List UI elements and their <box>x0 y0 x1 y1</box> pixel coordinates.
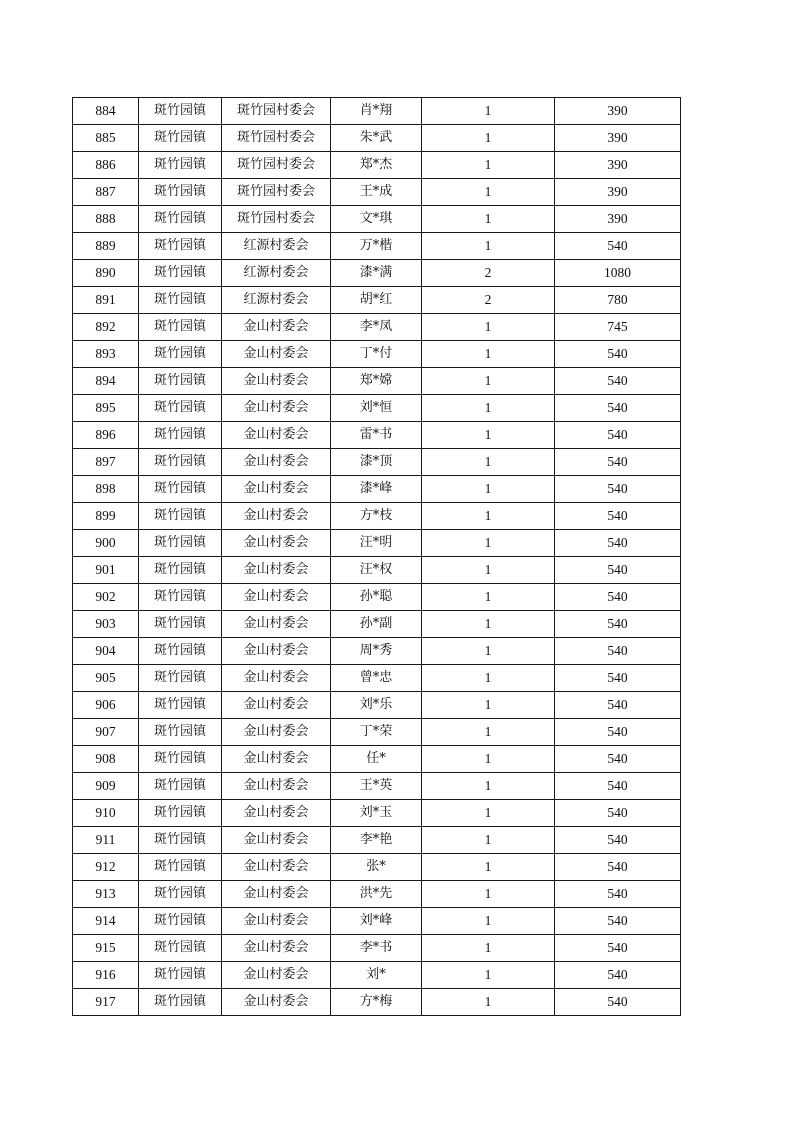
table-row <box>73 881 681 908</box>
row-number-cell: 895 <box>73 395 139 422</box>
table-row <box>73 98 681 125</box>
table-row <box>73 800 681 827</box>
amount-cell: 540 <box>555 908 681 935</box>
village-committee-cell: 金山村委会 <box>222 989 331 1016</box>
name-cell: 孙*副 <box>331 611 422 638</box>
row-number-cell: 889 <box>73 233 139 260</box>
count-cell: 1 <box>422 98 555 125</box>
town-cell: 斑竹园镇 <box>139 206 222 233</box>
town-cell: 斑竹园镇 <box>139 530 222 557</box>
amount-cell: 540 <box>555 368 681 395</box>
count-cell: 1 <box>422 773 555 800</box>
name-cell: 李*凤 <box>331 314 422 341</box>
name-cell: 周*秀 <box>331 638 422 665</box>
name-cell: 郑*嫦 <box>331 368 422 395</box>
name-cell: 万*楷 <box>331 233 422 260</box>
count-cell: 1 <box>422 611 555 638</box>
amount-cell: 540 <box>555 503 681 530</box>
row-number-cell: 888 <box>73 206 139 233</box>
town-cell: 斑竹园镇 <box>139 98 222 125</box>
town-cell: 斑竹园镇 <box>139 854 222 881</box>
village-committee-cell: 斑竹园村委会 <box>222 206 331 233</box>
row-number-cell: 891 <box>73 287 139 314</box>
table-row <box>73 638 681 665</box>
count-cell: 1 <box>422 557 555 584</box>
amount-cell: 540 <box>555 665 681 692</box>
table-row <box>73 962 681 989</box>
table-row <box>73 719 681 746</box>
name-cell: 洪*先 <box>331 881 422 908</box>
amount-cell: 540 <box>555 341 681 368</box>
name-cell: 漆*满 <box>331 260 422 287</box>
row-number-cell: 899 <box>73 503 139 530</box>
town-cell: 斑竹园镇 <box>139 665 222 692</box>
roster-table <box>72 97 681 1016</box>
village-committee-cell: 金山村委会 <box>222 395 331 422</box>
row-number-cell: 892 <box>73 314 139 341</box>
village-committee-cell: 金山村委会 <box>222 665 331 692</box>
count-cell: 1 <box>422 692 555 719</box>
row-number-cell: 915 <box>73 935 139 962</box>
town-cell: 斑竹园镇 <box>139 719 222 746</box>
village-committee-cell: 金山村委会 <box>222 422 331 449</box>
count-cell: 1 <box>422 314 555 341</box>
town-cell: 斑竹园镇 <box>139 557 222 584</box>
amount-cell: 390 <box>555 125 681 152</box>
count-cell: 1 <box>422 368 555 395</box>
village-committee-cell: 金山村委会 <box>222 611 331 638</box>
village-committee-cell: 金山村委会 <box>222 935 331 962</box>
name-cell: 张* <box>331 854 422 881</box>
row-number-cell: 917 <box>73 989 139 1016</box>
village-committee-cell: 红源村委会 <box>222 233 331 260</box>
town-cell: 斑竹园镇 <box>139 773 222 800</box>
village-committee-cell: 金山村委会 <box>222 827 331 854</box>
name-cell: 胡*红 <box>331 287 422 314</box>
table-row <box>73 908 681 935</box>
village-committee-cell: 金山村委会 <box>222 476 331 503</box>
row-number-cell: 910 <box>73 800 139 827</box>
table-row <box>73 206 681 233</box>
row-number-cell: 903 <box>73 611 139 638</box>
village-committee-cell: 金山村委会 <box>222 584 331 611</box>
name-cell: 刘*乐 <box>331 692 422 719</box>
town-cell: 斑竹园镇 <box>139 989 222 1016</box>
row-number-cell: 900 <box>73 530 139 557</box>
count-cell: 1 <box>422 800 555 827</box>
amount-cell: 540 <box>555 422 681 449</box>
village-committee-cell: 金山村委会 <box>222 692 331 719</box>
village-committee-cell: 斑竹园村委会 <box>222 152 331 179</box>
town-cell: 斑竹园镇 <box>139 179 222 206</box>
village-committee-cell: 斑竹园村委会 <box>222 179 331 206</box>
town-cell: 斑竹园镇 <box>139 611 222 638</box>
table-row <box>73 395 681 422</box>
amount-cell: 540 <box>555 476 681 503</box>
row-number-cell: 896 <box>73 422 139 449</box>
table-row <box>73 476 681 503</box>
town-cell: 斑竹园镇 <box>139 341 222 368</box>
name-cell: 王*英 <box>331 773 422 800</box>
village-committee-cell: 金山村委会 <box>222 368 331 395</box>
name-cell: 汪*明 <box>331 530 422 557</box>
row-number-cell: 907 <box>73 719 139 746</box>
town-cell: 斑竹园镇 <box>139 638 222 665</box>
village-committee-cell: 金山村委会 <box>222 530 331 557</box>
table-row <box>73 287 681 314</box>
amount-cell: 540 <box>555 233 681 260</box>
table-row <box>73 233 681 260</box>
amount-cell: 1080 <box>555 260 681 287</box>
row-number-cell: 897 <box>73 449 139 476</box>
count-cell: 1 <box>422 989 555 1016</box>
row-number-cell: 911 <box>73 827 139 854</box>
name-cell: 丁*付 <box>331 341 422 368</box>
village-committee-cell: 红源村委会 <box>222 260 331 287</box>
table-row <box>73 746 681 773</box>
town-cell: 斑竹园镇 <box>139 314 222 341</box>
row-number-cell: 913 <box>73 881 139 908</box>
table-row <box>73 125 681 152</box>
amount-cell: 540 <box>555 827 681 854</box>
row-number-cell: 912 <box>73 854 139 881</box>
amount-cell: 540 <box>555 395 681 422</box>
name-cell: 漆*顶 <box>331 449 422 476</box>
amount-cell: 540 <box>555 611 681 638</box>
name-cell: 方*枝 <box>331 503 422 530</box>
name-cell: 刘*峰 <box>331 908 422 935</box>
count-cell: 1 <box>422 719 555 746</box>
count-cell: 1 <box>422 638 555 665</box>
name-cell: 李*艳 <box>331 827 422 854</box>
town-cell: 斑竹园镇 <box>139 584 222 611</box>
amount-cell: 540 <box>555 584 681 611</box>
table-row <box>73 665 681 692</box>
row-number-cell: 902 <box>73 584 139 611</box>
name-cell: 郑*杰 <box>331 152 422 179</box>
count-cell: 1 <box>422 125 555 152</box>
count-cell: 1 <box>422 530 555 557</box>
name-cell: 文*琪 <box>331 206 422 233</box>
count-cell: 1 <box>422 665 555 692</box>
row-number-cell: 884 <box>73 98 139 125</box>
name-cell: 方*梅 <box>331 989 422 1016</box>
table-row <box>73 557 681 584</box>
town-cell: 斑竹园镇 <box>139 233 222 260</box>
amount-cell: 390 <box>555 98 681 125</box>
count-cell: 2 <box>422 260 555 287</box>
amount-cell: 540 <box>555 881 681 908</box>
table-row <box>73 179 681 206</box>
town-cell: 斑竹园镇 <box>139 746 222 773</box>
row-number-cell: 901 <box>73 557 139 584</box>
name-cell: 孙*聪 <box>331 584 422 611</box>
amount-cell: 540 <box>555 935 681 962</box>
name-cell: 李*书 <box>331 935 422 962</box>
count-cell: 1 <box>422 449 555 476</box>
village-committee-cell: 斑竹园村委会 <box>222 98 331 125</box>
amount-cell: 540 <box>555 557 681 584</box>
town-cell: 斑竹园镇 <box>139 908 222 935</box>
row-number-cell: 909 <box>73 773 139 800</box>
amount-cell: 540 <box>555 449 681 476</box>
town-cell: 斑竹园镇 <box>139 260 222 287</box>
table-row <box>73 314 681 341</box>
row-number-cell: 898 <box>73 476 139 503</box>
row-number-cell: 906 <box>73 692 139 719</box>
town-cell: 斑竹园镇 <box>139 827 222 854</box>
table-row <box>73 449 681 476</box>
town-cell: 斑竹园镇 <box>139 368 222 395</box>
table-row <box>73 827 681 854</box>
town-cell: 斑竹园镇 <box>139 881 222 908</box>
row-number-cell: 914 <box>73 908 139 935</box>
town-cell: 斑竹园镇 <box>139 152 222 179</box>
count-cell: 2 <box>422 287 555 314</box>
table-row <box>73 989 681 1016</box>
name-cell: 曾*忠 <box>331 665 422 692</box>
table-row <box>73 152 681 179</box>
name-cell: 汪*权 <box>331 557 422 584</box>
town-cell: 斑竹园镇 <box>139 476 222 503</box>
row-number-cell: 904 <box>73 638 139 665</box>
amount-cell: 540 <box>555 719 681 746</box>
town-cell: 斑竹园镇 <box>139 395 222 422</box>
count-cell: 1 <box>422 746 555 773</box>
amount-cell: 540 <box>555 800 681 827</box>
count-cell: 1 <box>422 395 555 422</box>
amount-cell: 540 <box>555 692 681 719</box>
town-cell: 斑竹园镇 <box>139 503 222 530</box>
name-cell: 雷*书 <box>331 422 422 449</box>
village-committee-cell: 金山村委会 <box>222 314 331 341</box>
count-cell: 1 <box>422 206 555 233</box>
town-cell: 斑竹园镇 <box>139 422 222 449</box>
village-committee-cell: 金山村委会 <box>222 773 331 800</box>
row-number-cell: 886 <box>73 152 139 179</box>
count-cell: 1 <box>422 503 555 530</box>
table-row <box>73 368 681 395</box>
row-number-cell: 908 <box>73 746 139 773</box>
row-number-cell: 905 <box>73 665 139 692</box>
count-cell: 1 <box>422 935 555 962</box>
village-committee-cell: 金山村委会 <box>222 503 331 530</box>
row-number-cell: 885 <box>73 125 139 152</box>
town-cell: 斑竹园镇 <box>139 449 222 476</box>
count-cell: 1 <box>422 476 555 503</box>
name-cell: 刘*恒 <box>331 395 422 422</box>
table-row <box>73 935 681 962</box>
town-cell: 斑竹园镇 <box>139 935 222 962</box>
town-cell: 斑竹园镇 <box>139 125 222 152</box>
count-cell: 1 <box>422 827 555 854</box>
village-committee-cell: 金山村委会 <box>222 881 331 908</box>
name-cell: 朱*武 <box>331 125 422 152</box>
count-cell: 1 <box>422 179 555 206</box>
village-committee-cell: 金山村委会 <box>222 854 331 881</box>
amount-cell: 745 <box>555 314 681 341</box>
village-committee-cell: 金山村委会 <box>222 746 331 773</box>
roster-table-body <box>73 98 681 1016</box>
amount-cell: 540 <box>555 773 681 800</box>
count-cell: 1 <box>422 152 555 179</box>
amount-cell: 540 <box>555 638 681 665</box>
amount-cell: 540 <box>555 746 681 773</box>
amount-cell: 780 <box>555 287 681 314</box>
row-number-cell: 916 <box>73 962 139 989</box>
table-row <box>73 260 681 287</box>
count-cell: 1 <box>422 233 555 260</box>
count-cell: 1 <box>422 854 555 881</box>
count-cell: 1 <box>422 908 555 935</box>
village-committee-cell: 斑竹园村委会 <box>222 125 331 152</box>
table-row <box>73 584 681 611</box>
village-committee-cell: 金山村委会 <box>222 449 331 476</box>
amount-cell: 390 <box>555 152 681 179</box>
village-committee-cell: 金山村委会 <box>222 962 331 989</box>
village-committee-cell: 金山村委会 <box>222 557 331 584</box>
amount-cell: 390 <box>555 206 681 233</box>
name-cell: 刘* <box>331 962 422 989</box>
village-committee-cell: 金山村委会 <box>222 800 331 827</box>
amount-cell: 540 <box>555 962 681 989</box>
table-row <box>73 422 681 449</box>
table-row <box>73 530 681 557</box>
row-number-cell: 890 <box>73 260 139 287</box>
village-committee-cell: 金山村委会 <box>222 638 331 665</box>
name-cell: 王*成 <box>331 179 422 206</box>
count-cell: 1 <box>422 584 555 611</box>
village-committee-cell: 金山村委会 <box>222 719 331 746</box>
count-cell: 1 <box>422 422 555 449</box>
name-cell: 漆*峰 <box>331 476 422 503</box>
amount-cell: 540 <box>555 989 681 1016</box>
table-row <box>73 773 681 800</box>
count-cell: 1 <box>422 881 555 908</box>
village-committee-cell: 金山村委会 <box>222 341 331 368</box>
row-number-cell: 893 <box>73 341 139 368</box>
table-row <box>73 341 681 368</box>
village-committee-cell: 金山村委会 <box>222 908 331 935</box>
row-number-cell: 894 <box>73 368 139 395</box>
town-cell: 斑竹园镇 <box>139 800 222 827</box>
count-cell: 1 <box>422 341 555 368</box>
amount-cell: 540 <box>555 854 681 881</box>
village-committee-cell: 红源村委会 <box>222 287 331 314</box>
table-row <box>73 503 681 530</box>
town-cell: 斑竹园镇 <box>139 692 222 719</box>
name-cell: 刘*玉 <box>331 800 422 827</box>
name-cell: 丁*荣 <box>331 719 422 746</box>
name-cell: 肖*翔 <box>331 98 422 125</box>
count-cell: 1 <box>422 962 555 989</box>
row-number-cell: 887 <box>73 179 139 206</box>
town-cell: 斑竹园镇 <box>139 287 222 314</box>
name-cell: 任* <box>331 746 422 773</box>
table-row <box>73 611 681 638</box>
table-row <box>73 854 681 881</box>
table-row <box>73 692 681 719</box>
amount-cell: 540 <box>555 530 681 557</box>
town-cell: 斑竹园镇 <box>139 962 222 989</box>
amount-cell: 390 <box>555 179 681 206</box>
